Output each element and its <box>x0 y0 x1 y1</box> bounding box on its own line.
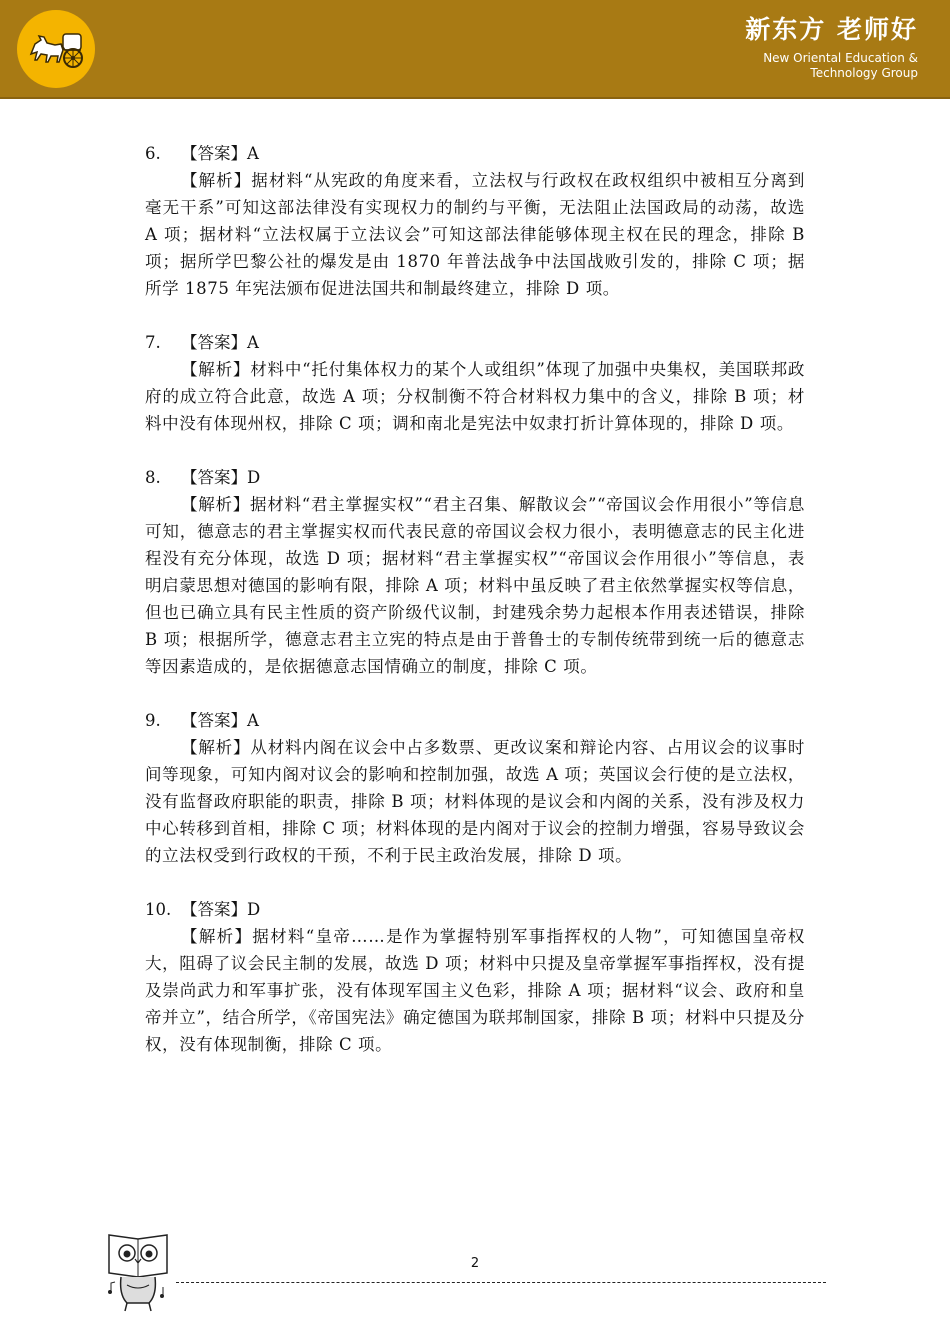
answer-line <box>145 140 805 167</box>
brand-logo <box>17 10 95 88</box>
answer-text: 【答案】D <box>181 900 261 919</box>
question-number: 6. <box>145 144 161 163</box>
answer-text: 【答案】A <box>181 711 259 730</box>
answer-text: 【答案】D <box>181 468 261 487</box>
question-number: 9. <box>145 711 161 730</box>
brand-text <box>745 14 918 81</box>
answer-line <box>145 329 805 356</box>
answer-line <box>145 896 805 923</box>
brand-name-en-line1: New Oriental Education & <box>763 51 918 65</box>
page-number: 2 <box>470 1256 480 1271</box>
question-block <box>145 329 805 437</box>
answer-line <box>145 464 805 491</box>
owl-reading-book-icon <box>105 1233 171 1313</box>
answer-key-content <box>145 140 805 1085</box>
question-block <box>145 464 805 680</box>
explanation-text: 【解析】据材料“君主掌握实权”“君主召集、解散议会”“帝国议会作用很小”等信息可知，德意志的君主掌握实权而代表民意的帝国议会权力很小，表明德意志的民主化进程没有充分体现，故选 D 项；据材料“君主掌握实权”“帝国议会作用很小”等信息，表明启蒙思想对德国的影响有限，排除 A 项；材料中虽反映了君主依然掌握实权等信息，但也已确立具有民主性质的资产阶级代议制，封建残余势力起根本作用表述错误，排除 B 项；根据所学，德意志君主立宪的特点是由于普鲁士的专制传统带到统一后的德意志等因素造成的，是依据德意志国情确立的制度，排除 C 项。 <box>145 495 805 676</box>
answer-text: 【答案】A <box>181 144 259 163</box>
horse-carriage-icon <box>17 10 95 88</box>
footer-divider <box>176 1282 826 1283</box>
explanation-text: 【解析】材料中“托付集体权力的某个人或组织”体现了加强中央集权，美国联邦政府的成立符合此意，故选 A 项；分权制衡不符合材料权力集中的含义，排除 B 项；材料中没有体现州权，排除 C 项；调和南北是宪法中奴隶打折计算体现的，排除 D 项。 <box>145 360 805 433</box>
brand-name-cn: 新东方 老师好 <box>745 15 918 44</box>
explanation-text: 【解析】据材料“从宪政的角度来看，立法权与行政权在政权组织中被相互分离到毫无干系”可知这部法律没有实现权力的制约与平衡，无法阻止法国政局的动荡，故选 A 项；据材料“立法权属于立法议会”可知这部法律能够体现主权在民的理念，排除 B 项；据所学巴黎公社的爆发是由 1870 年普法战争中法国战败引发的，排除 C 项；据所学 1875 年宪法颁布促进法国共和制最终建立，排除 D 项。 <box>145 171 805 298</box>
question-number: 7. <box>145 333 161 352</box>
question-number: 8. <box>145 468 161 487</box>
question-block <box>145 707 805 869</box>
brand-name-en-line2: Technology Group <box>810 66 918 80</box>
question-number: 10. <box>145 900 172 919</box>
explanation-text: 【解析】据材料“皇帝……是作为掌握特别军事指挥权的人物”，可知德国皇帝权大，阻碍了议会民主制的发展，故选 D 项；材料中只提及皇帝掌握军事指挥权，没有提及崇尚武力和军事扩张，没有体现军国主义色彩，排除 A 项；据材料“议会、政府和皇帝并立”，结合所学，《帝国宪法》确定德国为联邦制国家，排除 B 项；材料中只提及分权，没有体现制衡，排除 C 项。 <box>145 927 805 1054</box>
page-header <box>0 0 950 99</box>
answer-text: 【答案】A <box>181 333 259 352</box>
answer-line <box>145 707 805 734</box>
question-block <box>145 140 805 302</box>
question-block <box>145 896 805 1058</box>
explanation-text: 【解析】从材料内阁在议会中占多数票、更改议案和辩论内容、占用议会的议事时间等现象，可知内阁对议会的影响和控制加强，故选 A 项；英国议会行使的是立法权，没有监督政府职能的职责，排除 B 项；材料体现的是议会和内阁的关系，没有涉及权力中心转移到首相，排除 C 项；材料体现的是内阁对于议会的控制力增强，容易导致议会的立法权受到行政权的干预，不利于民主政治发展，排除 D 项。 <box>145 738 805 865</box>
